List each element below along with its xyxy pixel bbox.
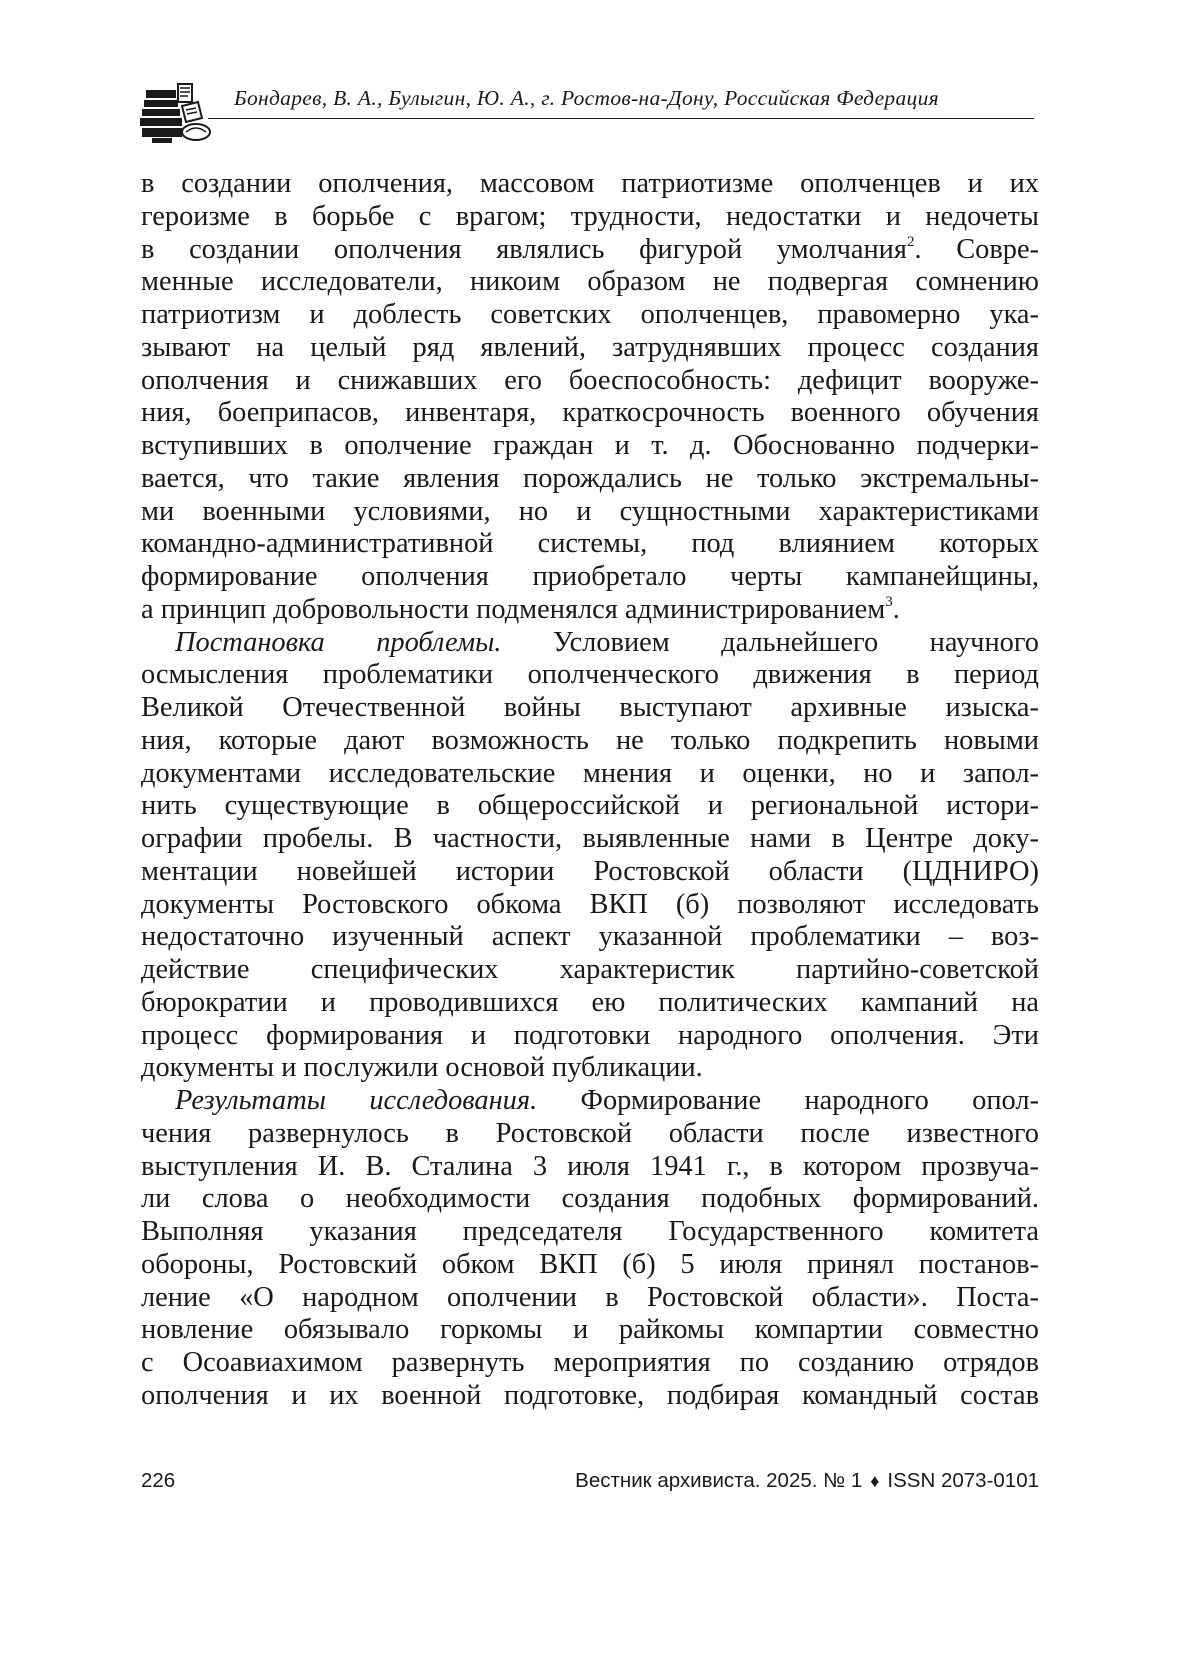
text-line: новление обязывало горкомы и райкомы компартии совместно [141,1314,1039,1346]
text-line: ния, которые дают возможность не только подкрепить новыми [141,724,1039,756]
text-line: документы и послужили основой публикации. [141,1052,703,1084]
text-line [141,594,1039,627]
page-number: 226 [141,1469,176,1492]
text-line: ление «О народном ополчении в Ростовской области». Поста- [141,1281,1039,1313]
text-line: ния, боеприпасов, инвентаря, краткосрочность военного обучения [141,397,1039,429]
diamond-separator-icon: ♦ [870,1471,880,1491]
text-line [141,234,1039,267]
text-line: менные исследователи, никоим образом не подвергая сомнению [141,266,1039,298]
text-line: обороны, Ростовский обком ВКП (б) 5 июля принял постанов- [141,1248,1039,1280]
text-fragment: Условием дальнейшего научного [501,626,1039,658]
text-line: командно-административной системы, под влиянием которых [141,528,1039,560]
text-fragment: в создании ополчения являлись фигурой умолчания [141,233,907,265]
text-line: ментации новейшей истории Ростовской области (ЦДНИРО) [141,855,1039,887]
section-lead: Постановка проблемы. [175,626,502,658]
text-line: ографии пробелы. В частности, выявленные нами в Центре доку- [141,823,1039,854]
journal-info [575,1469,1039,1493]
page-footer [141,1469,1039,1499]
text-line [141,627,1039,660]
text-fragment: а принцип добровольности подменялся администрированием [141,593,886,625]
text-line: вается, что такие явления порождались не только экстремальны- [141,462,1039,494]
text-line: ми военными условиями, но и сущностными характеристиками [141,495,1039,527]
section-lead: Результаты исследования. [175,1085,538,1116]
text-line: нить существующие в общероссийской и региональной истори- [141,790,1039,822]
footnote-ref[interactable]: 2 [906,233,915,250]
text-line: патриотизм и доблесть советских ополченцев, правомерно ука- [141,299,1039,330]
issn: ISSN 2073-0101 [887,1469,1039,1492]
text-line: зывают на целый ряд явлений, затруднявших процесс создания [141,331,1039,363]
header-authors: Бондарев, В. А., Булыгин, Ю. А., г. Ростов-на-Дону, Российская Федерация [234,86,939,110]
text-line: Великой Отечественной войны выступают архивные изыска- [141,692,1039,723]
text-line: бюрократии и проводившихся ею политических кампаний на [141,986,1039,1018]
text-line: чения развернулось в Ростовской области после известного [141,1117,1039,1149]
text-fragment: . [892,593,900,625]
text-line: процесс формирования и подготовки народного ополчения. Эти [141,1019,1039,1051]
text-line: с Осоавиахимом развернуть мероприятия по созданию отрядов [141,1347,1039,1378]
text-line: ополчения и снижавших его боеспособность: дефицит вооруже- [141,364,1039,396]
text-line: документами исследовательские мнения и оценки, но и запол- [141,757,1039,789]
text-line: вступивших в ополчение граждан и т. д. Обоснованно подчерки- [141,430,1039,461]
text-line: ли слова о необходимости создания подобных формирований. [141,1183,1039,1215]
text-line: Выполняя указания председателя Государственного комитета [141,1216,1039,1247]
text-line: формирование ополчения приобретало черты кампанейщины, [141,561,1039,592]
text-line: выступления И. В. Сталина 3 июля 1941 г., в котором прозвуча- [141,1150,1039,1182]
text-line: ополчения и их военной подготовке, подбирая командный состав [141,1379,1039,1411]
running-header [138,80,1038,150]
text-fragment: . Совре- [914,233,1039,265]
text-line: документы Ростовского обкома ВКП (б) позволяют исследовать [141,888,1039,920]
text-line [141,1085,1039,1118]
text-line: недостаточно изученный аспект указанной проблематики – воз- [141,921,1039,953]
header-rule [208,118,1034,119]
text-line: действие специфических характеристик партийно-советской [141,954,1039,985]
text-line: героизме в борьбе с врагом; трудности, недостатки и недочеты [141,200,1039,232]
text-line: в создании ополчения, массовом патриотизме ополченцев и их [141,168,1039,199]
journal-title: Вестник архивиста. 2025. № 1 [575,1469,863,1492]
archive-logo-icon [138,80,218,146]
text-line: осмысления проблематики ополченческого движения в период [141,659,1039,691]
article-body [141,168,1039,1413]
footnote-ref[interactable]: 3 [885,593,893,610]
text-fragment: Формирование народного опол- [537,1085,1039,1116]
